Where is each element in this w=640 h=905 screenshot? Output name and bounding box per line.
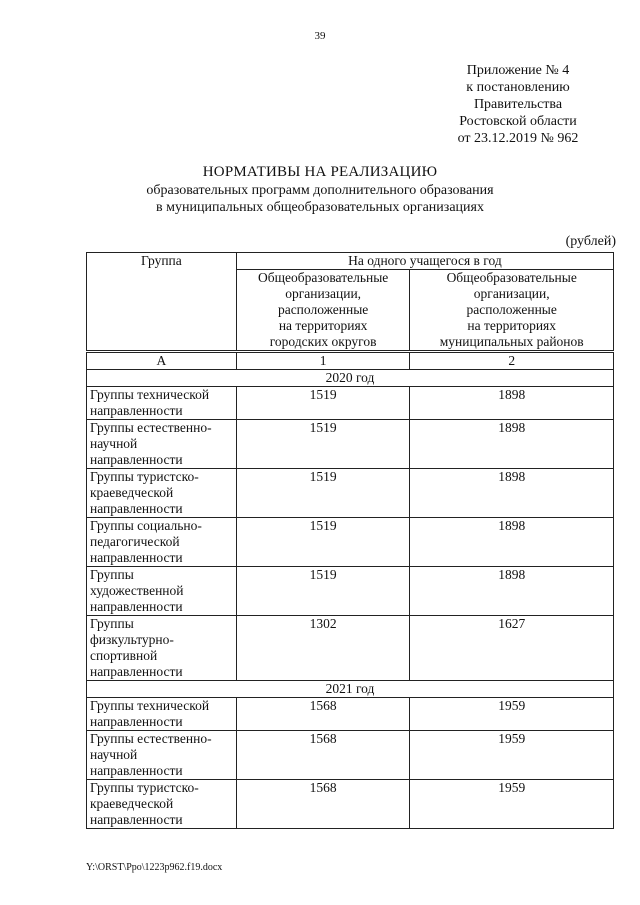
value-city: 1519 [236, 567, 410, 616]
value-district: 1959 [410, 698, 614, 731]
group-name: Группы туристско- краеведческой направленности [87, 469, 237, 518]
group-name: Группы технической направленности [87, 387, 237, 420]
unit-label: (рублей) [565, 234, 616, 249]
value-district: 1898 [410, 567, 614, 616]
value-city: 1519 [236, 518, 410, 567]
table-row [87, 518, 614, 567]
group-name: Группы естественно- научной направленности [87, 420, 237, 469]
index-cell: 2 [410, 352, 614, 370]
table-row [87, 387, 614, 420]
value-city: 1568 [236, 780, 410, 829]
document-title [0, 163, 640, 216]
value-district: 1959 [410, 780, 614, 829]
appendix-line: от 23.12.2019 № 962 [457, 131, 579, 146]
table-row [87, 780, 614, 829]
appendix-line: Правительства [473, 97, 563, 112]
norms-table [86, 252, 614, 829]
value-city: 1302 [236, 616, 410, 681]
value-city: 1568 [236, 698, 410, 731]
appendix-line: к постановлению [466, 80, 570, 95]
file-path-footer: Y:\ORST\Ppo\1223p962.f19.docx [86, 862, 223, 873]
index-row [87, 352, 614, 370]
value-district: 1898 [410, 420, 614, 469]
table-row [87, 616, 614, 681]
title-sub-1: образовательных программ дополнительного образования [146, 183, 494, 198]
year-label: 2021 год [87, 681, 614, 698]
group-name: Группы естественно- научной направленности [87, 731, 237, 780]
value-district: 1627 [410, 616, 614, 681]
index-cell: 1 [236, 352, 410, 370]
header-per-student: На одного учащегося в год [236, 253, 613, 270]
value-district: 1959 [410, 731, 614, 780]
page-number: 39 [314, 30, 326, 42]
index-cell: А [87, 352, 237, 370]
group-name: Группы физкультурно- спортивной направленности [87, 616, 237, 681]
value-district: 1898 [410, 469, 614, 518]
year-label: 2020 год [87, 370, 614, 387]
header-group: Группа [87, 253, 237, 352]
table-row [87, 731, 614, 780]
value-city: 1568 [236, 731, 410, 780]
table-row [87, 698, 614, 731]
header-col-1: Общеобразовательные организации, расположенные на территориях городских округов [236, 270, 410, 352]
appendix-line: Ростовской области [459, 114, 577, 129]
title-sub-2: в муниципальных общеобразовательных организациях [156, 200, 484, 215]
group-name: Группы художественной направленности [87, 567, 237, 616]
value-city: 1519 [236, 469, 410, 518]
group-name: Группы туристско- краеведческой направленности [87, 780, 237, 829]
appendix-block [418, 62, 618, 147]
header-col-2: Общеобразовательные организации, расположенные на территориях муниципальных районов [410, 270, 614, 352]
year-row [87, 370, 614, 387]
table-row [87, 420, 614, 469]
year-row [87, 681, 614, 698]
value-district: 1898 [410, 387, 614, 420]
appendix-line: Приложение № 4 [466, 63, 570, 78]
value-district: 1898 [410, 518, 614, 567]
table-row [87, 567, 614, 616]
header-row [87, 253, 614, 270]
value-city: 1519 [236, 420, 410, 469]
value-city: 1519 [236, 387, 410, 420]
group-name: Группы технической направленности [87, 698, 237, 731]
table-row [87, 469, 614, 518]
title-main: НОРМАТИВЫ НА РЕАЛИЗАЦИЮ [202, 164, 438, 180]
group-name: Группы социально- педагогической направленности [87, 518, 237, 567]
